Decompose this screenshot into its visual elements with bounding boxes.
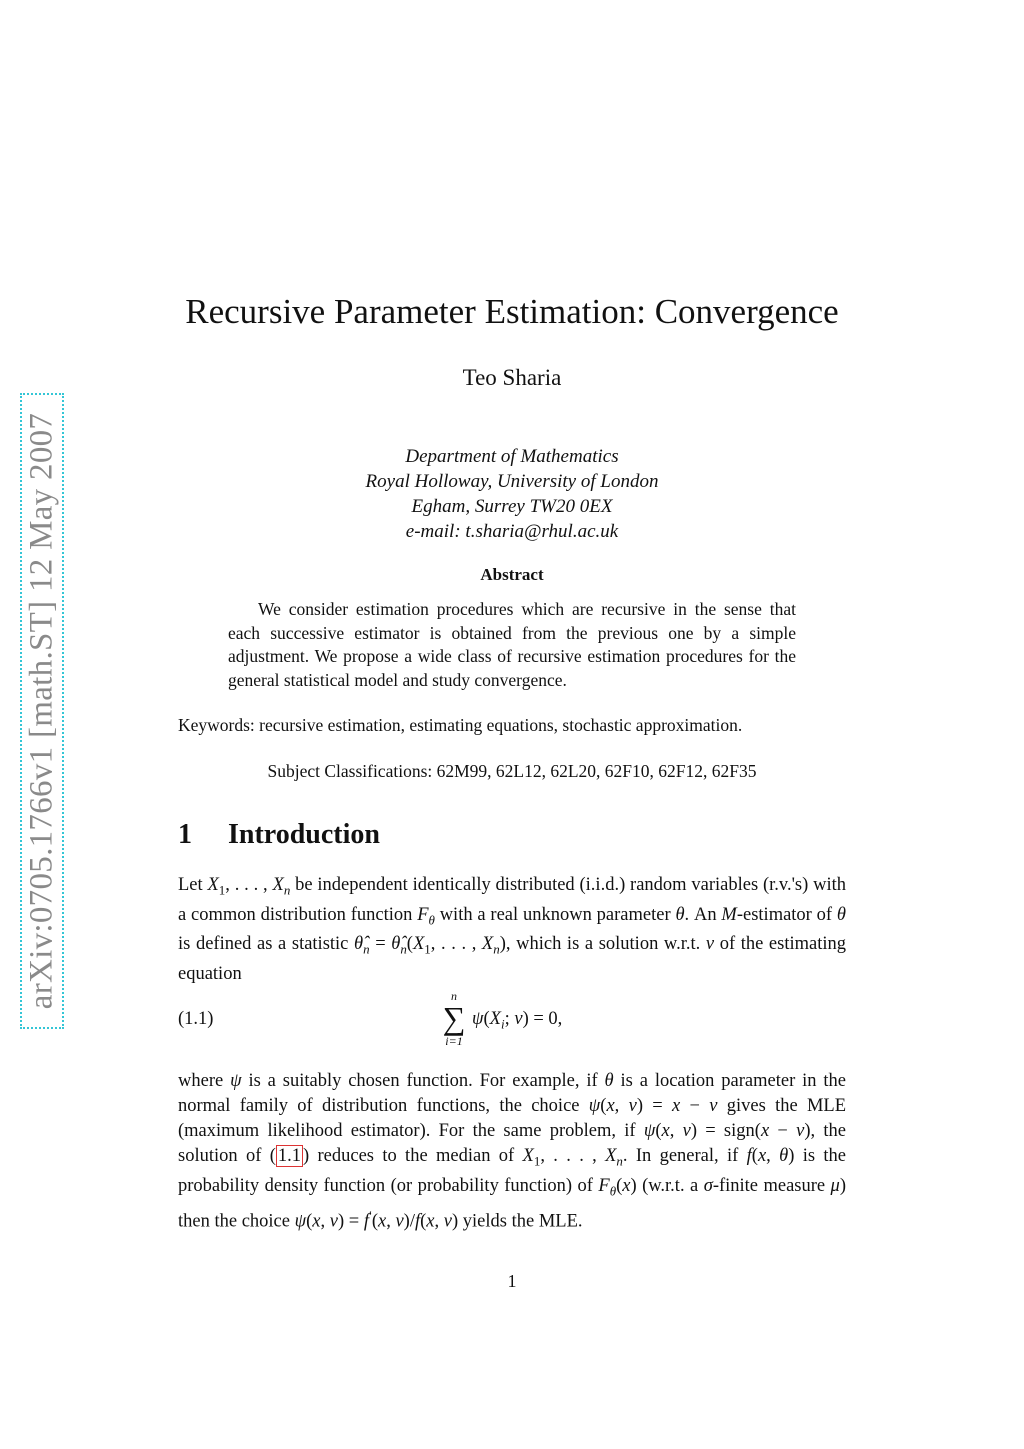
email-address[interactable]: t.sharia@rhul.ac.uk	[465, 521, 619, 542]
intro-paragraph-1: Let $X_1$, . . . , $X_n$ be independent identically distributed (i.i.d.) random variables (r.v.'s) with a common distribution function $F_\theta$ with a real unknown parameter θ. An M-estimator of θ is defined as a statistic $\thetâ_n$ = $\thetâ_n(X_1$, . . . , $X_n$), which is a solution w.r.t. v of the estimating equation	[178, 875, 846, 984]
page-number: 1	[507, 1271, 517, 1291]
equation-label: (1.1)	[178, 1009, 214, 1029]
sum-upper-limit: n	[451, 989, 457, 1003]
equation-1-1	[440, 990, 640, 1054]
paper-title: Recursive Parameter Estimation: Convergence	[185, 292, 839, 331]
affiliation-university: Royal Holloway, University of London	[365, 471, 659, 492]
abstract-body	[228, 598, 796, 692]
section-title: Introduction	[228, 819, 380, 850]
summation: n ∑ i=1	[440, 990, 468, 1048]
subject-classifications: Subject Classifications: 62M99, 62L12, 62L20, 62F10, 62F12, 62F35	[267, 761, 757, 781]
affiliation-dept: Department of Mathematics	[405, 446, 619, 467]
abstract-heading: Abstract	[480, 565, 544, 584]
keywords: Keywords: recursive estimation, estimating equations, stochastic approximation.	[178, 715, 743, 735]
affiliation	[0, 444, 1024, 544]
author-name: Teo Sharia	[462, 365, 562, 390]
equation-rhs: $\psi(X_i$; v) = 0,	[472, 1009, 563, 1032]
email-label: e-mail:	[405, 521, 461, 542]
sum-lower-limit: i=1	[445, 1034, 463, 1048]
section-heading	[178, 819, 380, 851]
affiliation-address: Egham, Surrey TW20 0EX	[411, 496, 613, 517]
arxiv-stamp-text: arXiv:0705.1766v1 [math.ST] 12 May 2007	[23, 412, 60, 1010]
abstract-text: We consider estimation procedures which are recursive in the sense that each successive estimator is obtained from the previous one by a simple adjustment. We propose a wide class of recursive estimation procedures for the general statistical model and study convergence.	[228, 599, 796, 690]
intro-paragraph-2: where ψ is a suitably chosen function. For example, if θ is a location parameter in the normal family of distribution functions, the choice ψ(x, v) = x − v gives the MLE (maximum likelihood estimator). For the same problem, if ψ(x, v) = sign(x − v), the solution of ( 1.1 ) reduces to the median of $X_1$, . . . , $X_n$. In general, if f(x, θ) is the probability density function (or probability function) of $F_\theta(x)$ (w.r.t. a σ-finite measure μ) then the choice ψ(x, v) = f′(x, v)/f(x, v) yields the MLE.	[178, 1071, 847, 1232]
equation-reference-link[interactable]: 1.1	[277, 1146, 301, 1166]
section-number: 1	[178, 819, 192, 850]
affiliation-email-line	[0, 519, 1024, 544]
